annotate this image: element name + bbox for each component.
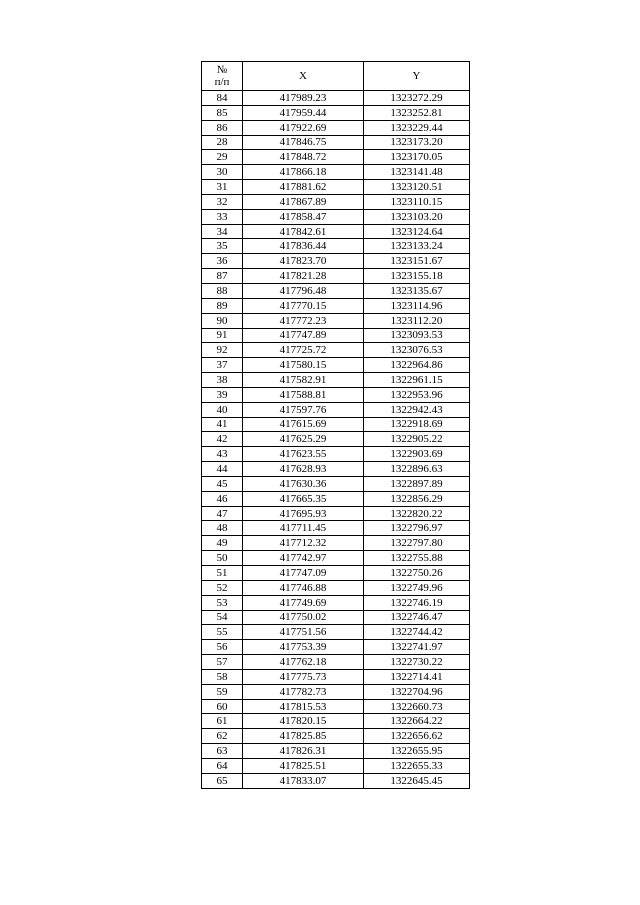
cell-y: 1322961.15 <box>364 373 470 388</box>
table-row <box>202 209 470 224</box>
table-row <box>202 640 470 655</box>
table-row <box>202 566 470 581</box>
table-row <box>202 699 470 714</box>
table-row <box>202 447 470 462</box>
cell-x: 417867.89 <box>243 194 364 209</box>
cell-point-number: 86 <box>202 120 243 135</box>
cell-x: 417665.35 <box>243 491 364 506</box>
cell-y: 1322750.26 <box>364 566 470 581</box>
cell-y: 1323229.44 <box>364 120 470 135</box>
cell-x: 417712.32 <box>243 536 364 551</box>
cell-point-number: 33 <box>202 209 243 224</box>
cell-point-number: 30 <box>202 165 243 180</box>
cell-point-number: 56 <box>202 640 243 655</box>
cell-y: 1323124.64 <box>364 224 470 239</box>
cell-y: 1322645.45 <box>364 773 470 788</box>
header-y: Y <box>364 62 470 91</box>
cell-y: 1322656.62 <box>364 729 470 744</box>
table-row <box>202 343 470 358</box>
table-row <box>202 506 470 521</box>
cell-point-number: 89 <box>202 298 243 313</box>
cell-point-number: 40 <box>202 402 243 417</box>
cell-y: 1322655.33 <box>364 758 470 773</box>
cell-x: 417858.47 <box>243 209 364 224</box>
cell-x: 417796.48 <box>243 283 364 298</box>
cell-x: 417751.56 <box>243 625 364 640</box>
cell-x: 417826.31 <box>243 744 364 759</box>
cell-y: 1323103.20 <box>364 209 470 224</box>
table-row <box>202 194 470 209</box>
cell-point-number: 34 <box>202 224 243 239</box>
cell-y: 1322942.43 <box>364 402 470 417</box>
cell-x: 417747.89 <box>243 328 364 343</box>
cell-point-number: 32 <box>202 194 243 209</box>
cell-y: 1322903.69 <box>364 447 470 462</box>
cell-x: 417770.15 <box>243 298 364 313</box>
table-row <box>202 773 470 788</box>
cell-y: 1322714.41 <box>364 669 470 684</box>
cell-x: 417623.55 <box>243 447 364 462</box>
cell-x: 417775.73 <box>243 669 364 684</box>
table-row <box>202 165 470 180</box>
cell-x: 417825.51 <box>243 758 364 773</box>
table-row <box>202 358 470 373</box>
cell-point-number: 65 <box>202 773 243 788</box>
cell-x: 417959.44 <box>243 105 364 120</box>
cell-point-number: 64 <box>202 758 243 773</box>
cell-y: 1322755.88 <box>364 551 470 566</box>
cell-point-number: 53 <box>202 595 243 610</box>
cell-x: 417782.73 <box>243 684 364 699</box>
table-row <box>202 521 470 536</box>
table-row <box>202 744 470 759</box>
cell-y: 1322746.19 <box>364 595 470 610</box>
table-row <box>202 120 470 135</box>
header-point-number <box>202 62 243 91</box>
cell-y: 1322905.22 <box>364 432 470 447</box>
cell-y: 1323252.81 <box>364 105 470 120</box>
cell-x: 417762.18 <box>243 655 364 670</box>
table-row <box>202 283 470 298</box>
cell-x: 417820.15 <box>243 714 364 729</box>
cell-point-number: 36 <box>202 254 243 269</box>
coordinates-table <box>201 61 470 789</box>
cell-point-number: 47 <box>202 506 243 521</box>
cell-point-number: 63 <box>202 744 243 759</box>
cell-x: 417848.72 <box>243 150 364 165</box>
cell-point-number: 54 <box>202 610 243 625</box>
table-row <box>202 625 470 640</box>
cell-y: 1322664.22 <box>364 714 470 729</box>
cell-y: 1322744.42 <box>364 625 470 640</box>
cell-point-number: 87 <box>202 269 243 284</box>
cell-y: 1322749.96 <box>364 580 470 595</box>
cell-y: 1322856.29 <box>364 491 470 506</box>
cell-x: 417588.81 <box>243 387 364 402</box>
cell-point-number: 45 <box>202 476 243 491</box>
cell-x: 417750.02 <box>243 610 364 625</box>
cell-point-number: 62 <box>202 729 243 744</box>
cell-x: 417753.39 <box>243 640 364 655</box>
table-row <box>202 150 470 165</box>
table-row <box>202 580 470 595</box>
cell-y: 1322953.96 <box>364 387 470 402</box>
table-row <box>202 254 470 269</box>
cell-y: 1323076.53 <box>364 343 470 358</box>
cell-y: 1323155.18 <box>364 269 470 284</box>
table-row <box>202 135 470 150</box>
cell-point-number: 51 <box>202 566 243 581</box>
cell-point-number: 92 <box>202 343 243 358</box>
table-row <box>202 328 470 343</box>
table-body <box>202 91 470 789</box>
cell-x: 417846.75 <box>243 135 364 150</box>
header-row <box>202 62 470 91</box>
cell-y: 1323114.96 <box>364 298 470 313</box>
cell-point-number: 48 <box>202 521 243 536</box>
cell-point-number: 85 <box>202 105 243 120</box>
cell-point-number: 57 <box>202 655 243 670</box>
table-row <box>202 595 470 610</box>
cell-point-number: 38 <box>202 373 243 388</box>
table-row <box>202 224 470 239</box>
table-row <box>202 402 470 417</box>
cell-y: 1323133.24 <box>364 239 470 254</box>
table-row <box>202 91 470 106</box>
cell-y: 1323120.51 <box>364 180 470 195</box>
table-row <box>202 239 470 254</box>
cell-point-number: 59 <box>202 684 243 699</box>
header-number-abbrev: п/п <box>214 76 230 88</box>
table-row <box>202 105 470 120</box>
cell-point-number: 52 <box>202 580 243 595</box>
cell-y: 1322964.86 <box>364 358 470 373</box>
cell-x: 417630.36 <box>243 476 364 491</box>
table-row <box>202 298 470 313</box>
cell-point-number: 90 <box>202 313 243 328</box>
cell-point-number: 55 <box>202 625 243 640</box>
cell-point-number: 49 <box>202 536 243 551</box>
cell-y: 1322704.96 <box>364 684 470 699</box>
table-row <box>202 313 470 328</box>
cell-y: 1322918.69 <box>364 417 470 432</box>
cell-y: 1323170.05 <box>364 150 470 165</box>
cell-point-number: 42 <box>202 432 243 447</box>
table-row <box>202 729 470 744</box>
cell-x: 417823.70 <box>243 254 364 269</box>
cell-x: 417881.62 <box>243 180 364 195</box>
cell-y: 1322660.73 <box>364 699 470 714</box>
cell-x: 417772.23 <box>243 313 364 328</box>
cell-x: 417842.61 <box>243 224 364 239</box>
table-row <box>202 491 470 506</box>
cell-point-number: 37 <box>202 358 243 373</box>
cell-x: 417597.76 <box>243 402 364 417</box>
cell-x: 417580.15 <box>243 358 364 373</box>
cell-point-number: 29 <box>202 150 243 165</box>
table-row <box>202 684 470 699</box>
cell-y: 1323272.29 <box>364 91 470 106</box>
cell-x: 417749.69 <box>243 595 364 610</box>
cell-x: 417866.18 <box>243 165 364 180</box>
cell-y: 1322741.97 <box>364 640 470 655</box>
cell-point-number: 84 <box>202 91 243 106</box>
cell-x: 417746.88 <box>243 580 364 595</box>
cell-point-number: 91 <box>202 328 243 343</box>
table-row <box>202 373 470 388</box>
cell-y: 1322797.80 <box>364 536 470 551</box>
table-row <box>202 417 470 432</box>
cell-point-number: 58 <box>202 669 243 684</box>
cell-x: 417625.29 <box>243 432 364 447</box>
cell-point-number: 31 <box>202 180 243 195</box>
cell-y: 1323093.53 <box>364 328 470 343</box>
cell-x: 417747.09 <box>243 566 364 581</box>
cell-x: 417742.97 <box>243 551 364 566</box>
cell-point-number: 39 <box>202 387 243 402</box>
cell-x: 417836.44 <box>243 239 364 254</box>
table-row <box>202 269 470 284</box>
cell-x: 417725.72 <box>243 343 364 358</box>
table-header <box>202 62 470 91</box>
table-row <box>202 551 470 566</box>
table-row <box>202 476 470 491</box>
cell-x: 417582.91 <box>243 373 364 388</box>
table-row <box>202 180 470 195</box>
cell-y: 1323112.20 <box>364 313 470 328</box>
table-row <box>202 714 470 729</box>
cell-y: 1323151.67 <box>364 254 470 269</box>
cell-point-number: 46 <box>202 491 243 506</box>
cell-x: 417615.69 <box>243 417 364 432</box>
table-row <box>202 536 470 551</box>
cell-y: 1322730.22 <box>364 655 470 670</box>
cell-y: 1322796.97 <box>364 521 470 536</box>
cell-point-number: 43 <box>202 447 243 462</box>
table-row <box>202 610 470 625</box>
cell-x: 417815.53 <box>243 699 364 714</box>
header-number-sign: № <box>216 64 228 76</box>
cell-y: 1323141.48 <box>364 165 470 180</box>
cell-point-number: 28 <box>202 135 243 150</box>
cell-y: 1323110.15 <box>364 194 470 209</box>
cell-y: 1322897.89 <box>364 476 470 491</box>
cell-point-number: 35 <box>202 239 243 254</box>
cell-y: 1323173.20 <box>364 135 470 150</box>
header-x: X <box>243 62 364 91</box>
table-row <box>202 758 470 773</box>
cell-y: 1322655.95 <box>364 744 470 759</box>
cell-x: 417833.07 <box>243 773 364 788</box>
cell-x: 417989.23 <box>243 91 364 106</box>
cell-x: 417821.28 <box>243 269 364 284</box>
cell-point-number: 44 <box>202 462 243 477</box>
cell-point-number: 41 <box>202 417 243 432</box>
table-row <box>202 655 470 670</box>
table-row <box>202 462 470 477</box>
cell-y: 1322896.63 <box>364 462 470 477</box>
cell-x: 417695.93 <box>243 506 364 521</box>
cell-point-number: 50 <box>202 551 243 566</box>
cell-y: 1322820.22 <box>364 506 470 521</box>
cell-point-number: 61 <box>202 714 243 729</box>
cell-y: 1322746.47 <box>364 610 470 625</box>
cell-point-number: 60 <box>202 699 243 714</box>
cell-x: 417922.69 <box>243 120 364 135</box>
table-row <box>202 669 470 684</box>
cell-point-number: 88 <box>202 283 243 298</box>
table-row <box>202 387 470 402</box>
table-row <box>202 432 470 447</box>
cell-x: 417825.85 <box>243 729 364 744</box>
cell-x: 417711.45 <box>243 521 364 536</box>
cell-x: 417628.93 <box>243 462 364 477</box>
cell-y: 1323135.67 <box>364 283 470 298</box>
